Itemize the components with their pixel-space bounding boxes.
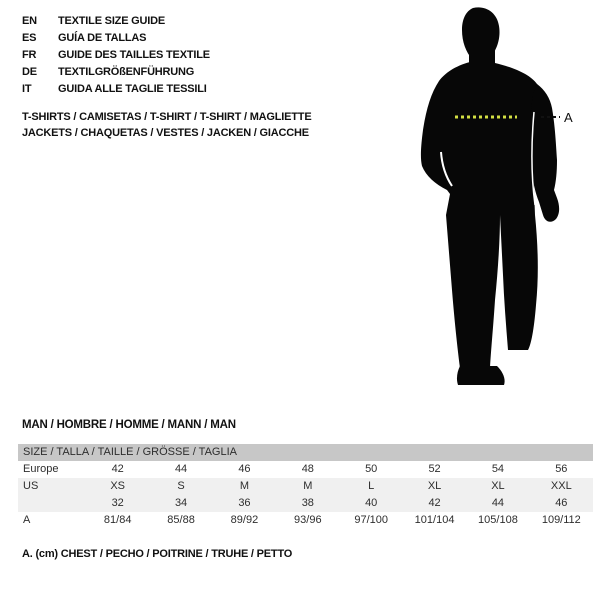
table-cell: 42 — [111, 463, 124, 475]
table-row-europe — [18, 461, 593, 478]
size-table-header: SIZE / TALLA / TAILLE / GRÖSSE / TAGLIA — [18, 444, 593, 461]
language-title-block — [22, 13, 210, 98]
section-title-man: MAN / HOMBRE / HOMME / MANN / MAN — [22, 419, 236, 431]
table-cell: 52 — [428, 463, 441, 475]
lang-code: ES — [22, 32, 37, 44]
table-cell: 36 — [238, 497, 251, 509]
lang-label: GUÍA DE TALLAS — [58, 32, 147, 44]
lang-row-it — [22, 81, 210, 98]
table-cell: 44 — [174, 463, 188, 475]
lang-row-fr — [22, 47, 210, 64]
table-cell: 46 — [555, 497, 568, 509]
category-line-jackets: JACKETS / CHAQUETAS / VESTES / JACKEN / GIACCHE — [22, 127, 309, 139]
size-table — [18, 444, 593, 529]
lang-row-en — [22, 13, 210, 30]
man-figure — [400, 0, 600, 400]
lang-code: EN — [22, 15, 37, 27]
category-block — [22, 109, 311, 141]
table-row-chest-a — [18, 512, 593, 529]
lang-label: TEXTILE SIZE GUIDE — [58, 15, 166, 27]
table-cell: M — [239, 480, 250, 492]
lang-label: GUIDE DES TAILLES TEXTILE — [58, 49, 210, 61]
lang-code: DE — [22, 66, 37, 78]
row-label — [18, 495, 86, 512]
measure-label-a: A — [564, 110, 573, 125]
table-cell: M — [303, 480, 313, 492]
row-label: US — [23, 480, 39, 492]
table-cell: 34 — [174, 497, 188, 509]
table-cell: XXL — [550, 480, 572, 492]
table-cell: XS — [110, 480, 126, 492]
table-cell: 97/100 — [354, 514, 389, 526]
table-cell: 44 — [491, 497, 505, 509]
table-cell: 56 — [555, 463, 568, 475]
table-cell: 93/96 — [294, 514, 322, 526]
measurement-footnote: A. (cm) CHEST / PECHO / POITRINE / TRUHE / PETTO — [22, 548, 293, 560]
lang-row-es — [22, 30, 210, 47]
table-row-numeric — [18, 495, 593, 512]
table-cell: 40 — [365, 497, 378, 509]
table-cell: 109/112 — [541, 514, 581, 526]
table-cell: 101/104 — [414, 514, 455, 526]
table-cell: S — [177, 480, 185, 492]
table-cell: 54 — [491, 463, 505, 475]
row-label: Europe — [23, 463, 59, 475]
table-cell: 81/84 — [103, 514, 132, 526]
table-cell: 89/92 — [230, 514, 259, 526]
table-cell: 48 — [301, 463, 314, 475]
table-cell: XL — [427, 480, 442, 492]
table-cell: 105/108 — [478, 514, 518, 526]
table-cell: 50 — [365, 463, 378, 475]
lang-code: IT — [22, 83, 32, 95]
table-cell: 38 — [301, 497, 314, 509]
man-silhouette — [421, 7, 559, 385]
table-cell: L — [368, 480, 375, 492]
table-row-us — [18, 478, 593, 495]
lang-code: FR — [22, 49, 37, 61]
row-label: A — [23, 514, 31, 526]
lang-label: GUIDA ALLE TAGLIE TESSILI — [58, 83, 207, 95]
table-cell: 42 — [428, 497, 441, 509]
table-cell: 85/88 — [167, 514, 195, 526]
man-silhouette-svg — [400, 0, 600, 400]
lang-row-de — [22, 64, 210, 81]
table-cell: 32 — [111, 497, 124, 509]
table-cell: 46 — [238, 463, 251, 475]
table-cell: XL — [491, 480, 505, 492]
category-line-tshirts: T-SHIRTS / CAMISETAS / T-SHIRT / T-SHIRT / MAGLIETTE — [22, 111, 312, 123]
lang-label: TEXTILGRÖßENFÜHRUNG — [58, 66, 195, 78]
